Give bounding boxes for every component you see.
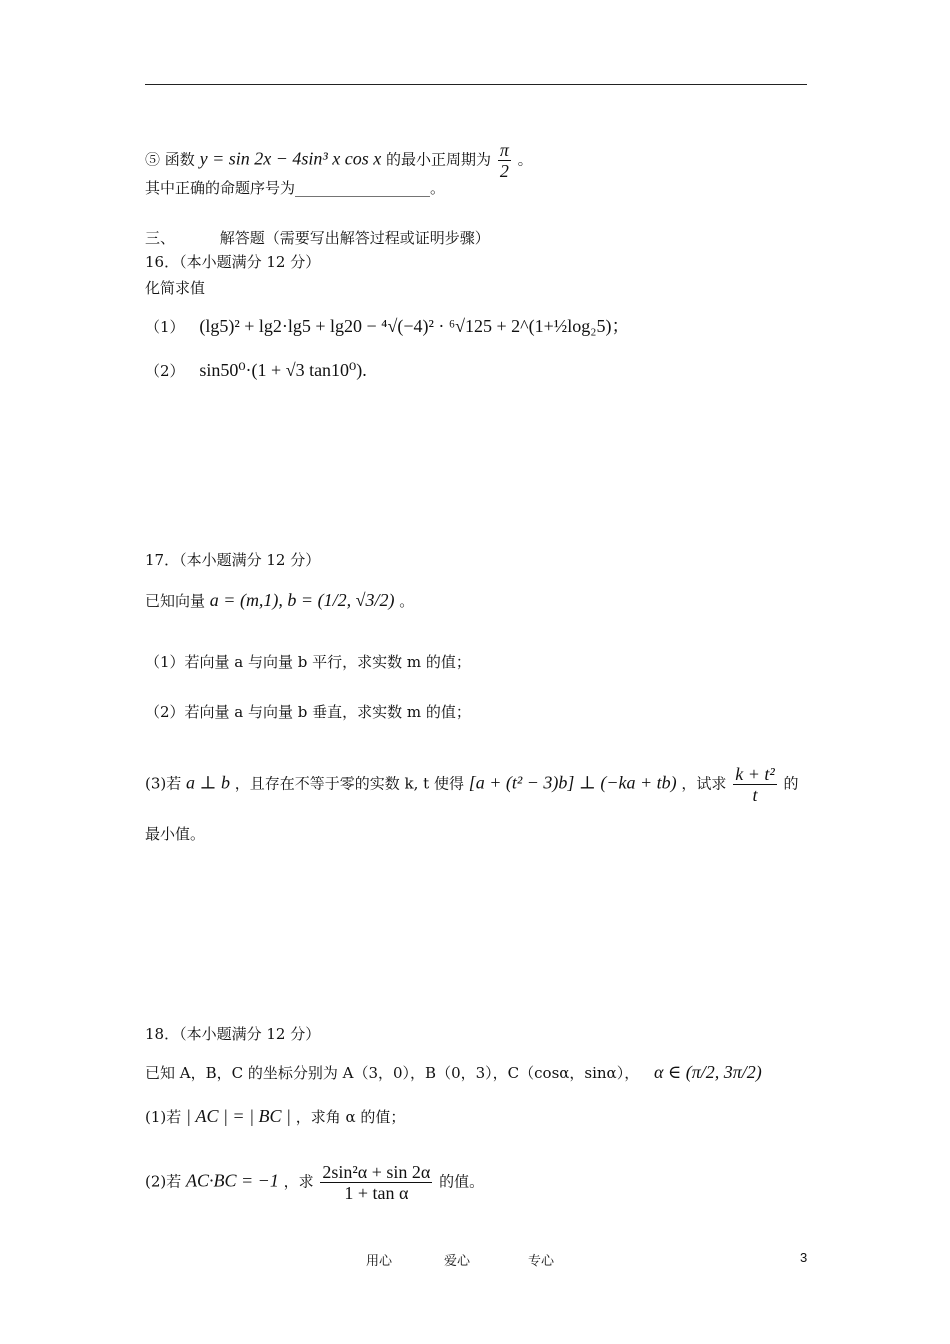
footer-text-3: 专心 <box>528 1254 555 1269</box>
item-5-prefix: 函数 <box>164 150 195 169</box>
q17-part3-formula: [a + (t² − 3)b] ⊥ (−ka + tb) <box>468 772 677 793</box>
q17-part2: （2）若向量 a 与向量 b 垂直，求实数 m 的值； <box>145 703 471 721</box>
q16-intro: 化简求值 <box>145 279 206 297</box>
q17-part3: (3)若 a ⊥ b ，且存在不等于零的实数 k, t 使得 [a + (t² − 3)b] ⊥ (−ka + tb) ，试求 $\frac{\text{k + t²}}{t}$ 的 <box>145 764 799 805</box>
q18-part2-formula: AC·BC = −1 <box>186 1170 279 1191</box>
q17-heading: 17．（本小题满分 12 分） <box>145 551 321 569</box>
section-3-heading: 三、 解答题（需要写出解答过程或证明步骤） <box>145 229 490 247</box>
q17-given: 已知向量 a = (m,1), b = (1/2, √3/2) 。 <box>145 590 415 610</box>
header-rule <box>145 84 807 85</box>
q18-part2: (2)若 AC·BC = −1 ，求 $\frac{\text{2sin²α + sin 2α}}{\text{1 + tan α}}$ 的值。 <box>145 1162 485 1203</box>
item-5-formula: y = sin 2x − 4sin³ x cos x <box>199 148 382 169</box>
q17-given-formula: a = (m,1), b = (1/2, √3/2) <box>209 590 395 610</box>
footer-text-1: 用心 <box>366 1254 393 1269</box>
page-number: 3 <box>800 1250 808 1265</box>
q17-part3-end: 最小值。 <box>145 825 206 843</box>
item-5-suffix: 的最小正周期为 <box>386 150 492 169</box>
q16-part2: （2） sin50⁰·(1 + √3 tan10⁰). <box>145 360 367 380</box>
q18-given: 已知 A，B，C 的坐标分别为 A（3，0），B（0，3），C（cosα，sinα）， α ∈ (π/2, 3π/2) <box>145 1062 762 1082</box>
q18-heading: 18．（本小题满分 12 分） <box>145 1025 321 1043</box>
q17-part3-fraction: $\frac{\text{k + t²}}{t}$ <box>735 764 775 805</box>
answer-fill-line: 其中正确的命题序号为__________________。 <box>145 179 446 197</box>
q16-part1: （1） (lg5)² + lg2·lg5 + lg20 − ⁴√(−4)² · ⁶√125 + 2^(1+½log₂5)； <box>145 316 630 336</box>
item-5-marker: ⑤ <box>145 150 161 169</box>
q18-part1-formula: | AC | = | BC | <box>186 1106 291 1126</box>
q16-part2-formula: sin50⁰·(1 + √3 tan10⁰). <box>199 360 367 380</box>
footer-text-2: 爱心 <box>444 1254 471 1269</box>
q17-part1: （1）若向量 a 与向量 b 平行，求实数 m 的值； <box>145 653 471 671</box>
q18-range: α ∈ (π/2, 3π/2) <box>653 1062 762 1082</box>
q18-part1: (1)若 | AC | = | BC | ，求角 α 的值； <box>145 1106 406 1126</box>
q18-part2-fraction: $\frac{\text{2sin²α + sin 2α}}{\text{1 + tan α}}$ <box>322 1162 431 1203</box>
q17-part3-condition: a ⊥ b <box>186 772 230 793</box>
q16-heading: 16．（本小题满分 12 分） <box>145 253 321 271</box>
item-5: ⑤ 函数 y = sin 2x − 4sin³ x cos x 的最小正周期为 $\frac{\pi}{2}$ 。 <box>145 140 533 181</box>
q16-part1-formula: (lg5)² + lg2·lg5 + lg20 − ⁴√(−4)² · ⁶√125 + 2^(1+½log₂5)； <box>199 316 630 336</box>
item-5-period: $\frac{\pi}{2}$ <box>499 140 509 181</box>
